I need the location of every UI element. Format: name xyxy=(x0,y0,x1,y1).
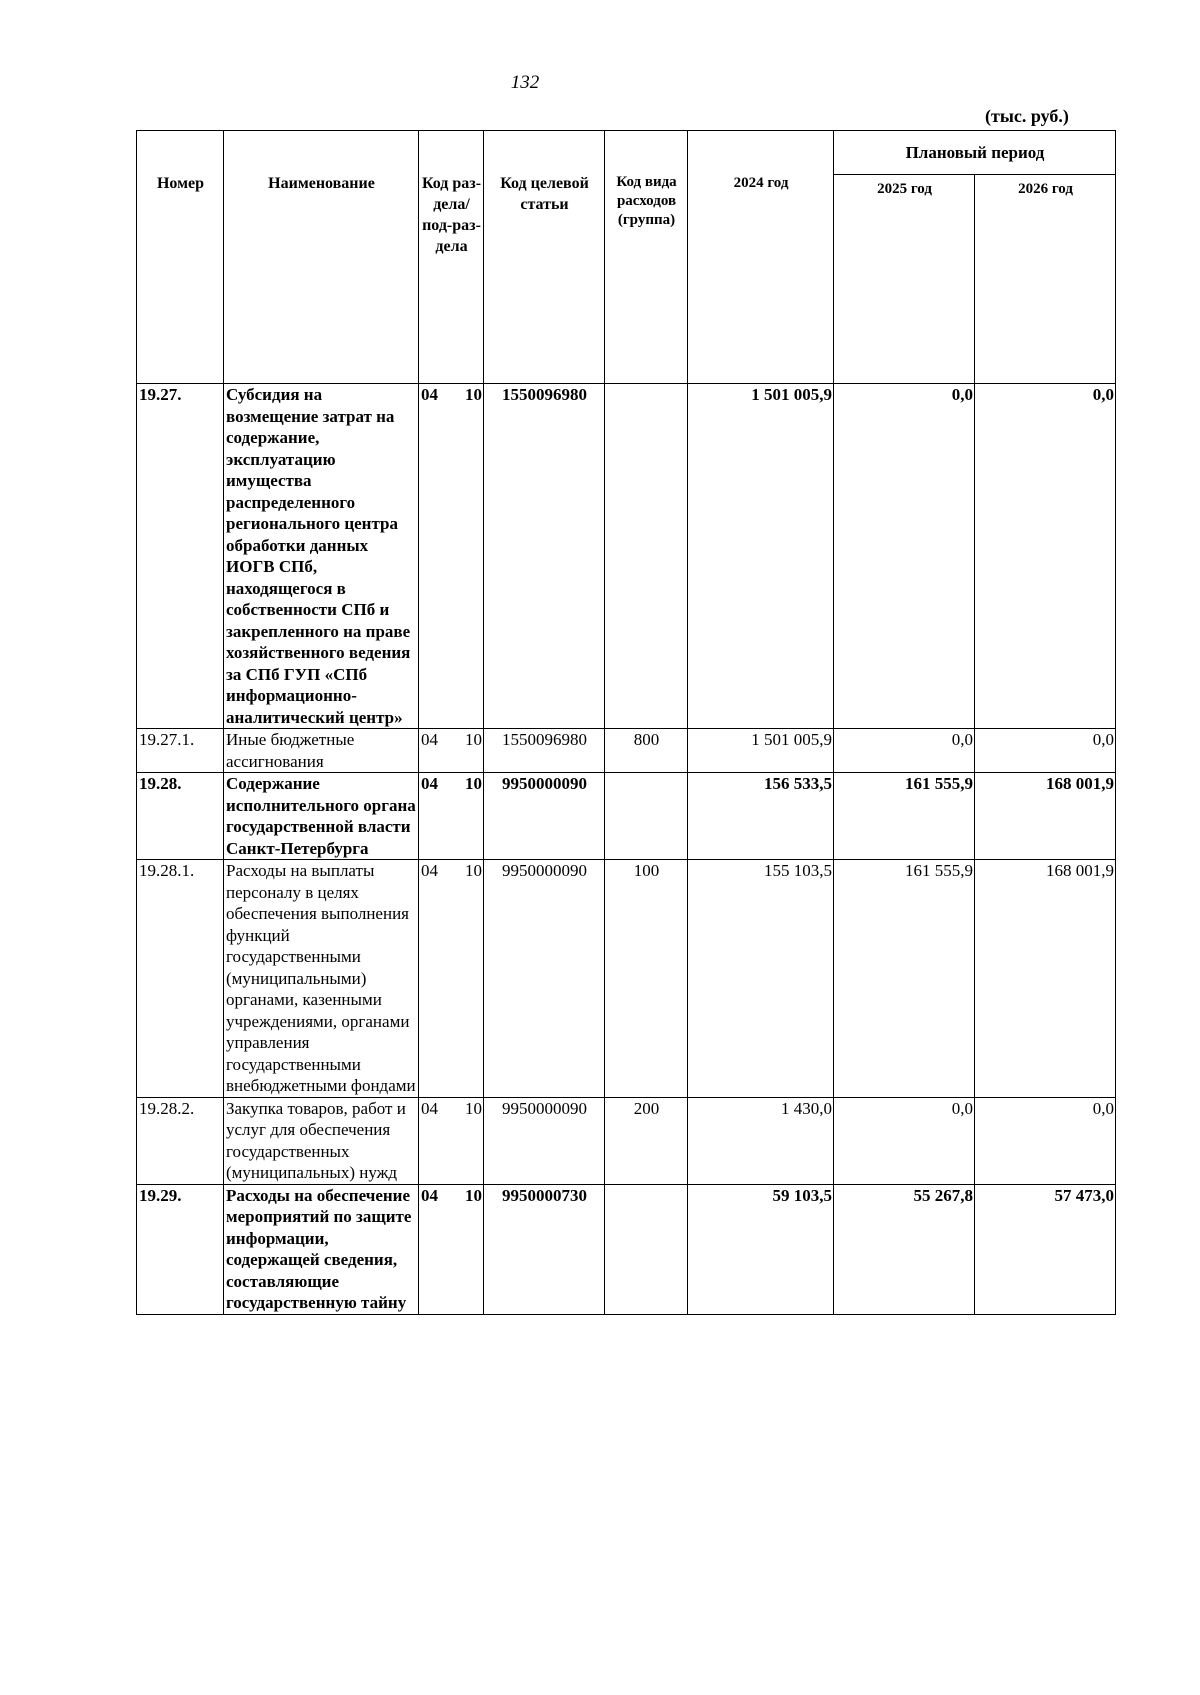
row-section-code xyxy=(419,384,484,729)
subsection: 10 xyxy=(465,861,482,880)
section: 04 xyxy=(421,1185,438,1205)
header-plan-period: Плановый период xyxy=(834,131,1116,175)
row-2024: 155 103,5 xyxy=(688,860,834,1098)
row-target-code: 1550096980 xyxy=(484,384,605,729)
table-row xyxy=(137,773,1116,860)
header-name: Наименование xyxy=(224,131,419,384)
row-section-code xyxy=(419,773,484,860)
row-2025: 161 555,9 xyxy=(834,773,975,860)
row-target-code: 9950000090 xyxy=(484,860,605,1098)
row-number: 19.28.1. xyxy=(137,860,224,1098)
row-expense-kind: 200 xyxy=(605,1097,688,1184)
row-2024: 1 501 005,9 xyxy=(688,729,834,773)
row-2026: 0,0 xyxy=(975,384,1116,729)
header-year-2026: 2026 год xyxy=(975,175,1116,384)
header-year-2025: 2025 год xyxy=(834,175,975,384)
row-section-code xyxy=(419,1184,484,1314)
header-number: Номер xyxy=(137,131,224,384)
table-row xyxy=(137,1097,1116,1184)
row-number: 19.29. xyxy=(137,1184,224,1314)
row-name: Иные бюджетные ассигнования xyxy=(224,729,419,773)
row-target-code: 9950000090 xyxy=(484,1097,605,1184)
subsection: 10 xyxy=(465,730,482,749)
page-number: 132 xyxy=(510,72,540,93)
row-2025: 0,0 xyxy=(834,384,975,729)
row-2026: 57 473,0 xyxy=(975,1184,1116,1314)
subsection: 10 xyxy=(465,1185,482,1205)
subsection: 10 xyxy=(465,1098,482,1118)
section: 04 xyxy=(421,385,438,404)
row-expense-kind xyxy=(605,773,688,860)
row-2026: 168 001,9 xyxy=(975,773,1116,860)
row-number: 19.27.1. xyxy=(137,729,224,773)
row-section-code xyxy=(419,860,484,1098)
row-name: Расходы на обеспечение мероприятий по защите информации, содержащей сведения, составляющие государственную тайну xyxy=(224,1184,419,1314)
row-name: Расходы на выплаты персоналу в целях обеспечения выполнения функций государственными (муниципальными) органами, казенными учреждениями, органами управления государственными внебюджетными фондами xyxy=(224,860,419,1098)
section: 04 xyxy=(421,730,438,749)
row-expense-kind xyxy=(605,384,688,729)
row-section-code xyxy=(419,729,484,773)
budget-table xyxy=(136,130,1116,1315)
subsection: 10 xyxy=(465,385,482,404)
row-number: 19.27. xyxy=(137,384,224,729)
row-expense-kind: 800 xyxy=(605,729,688,773)
units-label: (тыс. руб.) xyxy=(985,106,1069,126)
row-number: 19.28.2. xyxy=(137,1097,224,1184)
header-expense-kind: Код вида расходов (группа) xyxy=(605,131,688,384)
row-target-code: 9950000090 xyxy=(484,773,605,860)
row-2025: 55 267,8 xyxy=(834,1184,975,1314)
row-expense-kind xyxy=(605,1184,688,1314)
row-2025: 0,0 xyxy=(834,1097,975,1184)
row-target-code: 9950000730 xyxy=(484,1184,605,1314)
row-name: Субсидия на возмещение затрат на содержание, эксплуатацию имущества распределенного регионального центра обработки данных ИОГВ СПб, находящегося в собственности СПб и закрепленного на праве хозяйственного ведения за СПб ГУП «СПб информационно-аналитический центр» xyxy=(224,384,419,729)
header-target-code: Код целевой статьи xyxy=(484,131,605,384)
row-2026: 0,0 xyxy=(975,729,1116,773)
row-target-code: 1550096980 xyxy=(484,729,605,773)
subsection: 10 xyxy=(465,774,482,793)
row-2026: 0,0 xyxy=(975,1097,1116,1184)
row-2024: 1 430,0 xyxy=(688,1097,834,1184)
row-2026: 168 001,9 xyxy=(975,860,1116,1098)
row-expense-kind: 100 xyxy=(605,860,688,1098)
header-section-code: Код раз-дела/ под-раз-дела xyxy=(419,131,484,384)
row-name: Закупка товаров, работ и услуг для обеспечения государственных (муниципальных) нужд xyxy=(224,1097,419,1184)
table-row xyxy=(137,860,1116,1098)
row-2024: 156 533,5 xyxy=(688,773,834,860)
row-name: Содержание исполнительного органа государственной власти Санкт-Петербурга xyxy=(224,773,419,860)
table-row xyxy=(137,384,1116,729)
section: 04 xyxy=(421,1098,438,1118)
row-2024: 1 501 005,9 xyxy=(688,384,834,729)
section: 04 xyxy=(421,861,438,880)
row-2024: 59 103,5 xyxy=(688,1184,834,1314)
section: 04 xyxy=(421,774,438,793)
row-section-code xyxy=(419,1097,484,1184)
table-row xyxy=(137,1184,1116,1314)
row-2025: 0,0 xyxy=(834,729,975,773)
table-row xyxy=(137,729,1116,773)
row-number: 19.28. xyxy=(137,773,224,860)
header-year-2024: 2024 год xyxy=(688,131,834,384)
row-2025: 161 555,9 xyxy=(834,860,975,1098)
